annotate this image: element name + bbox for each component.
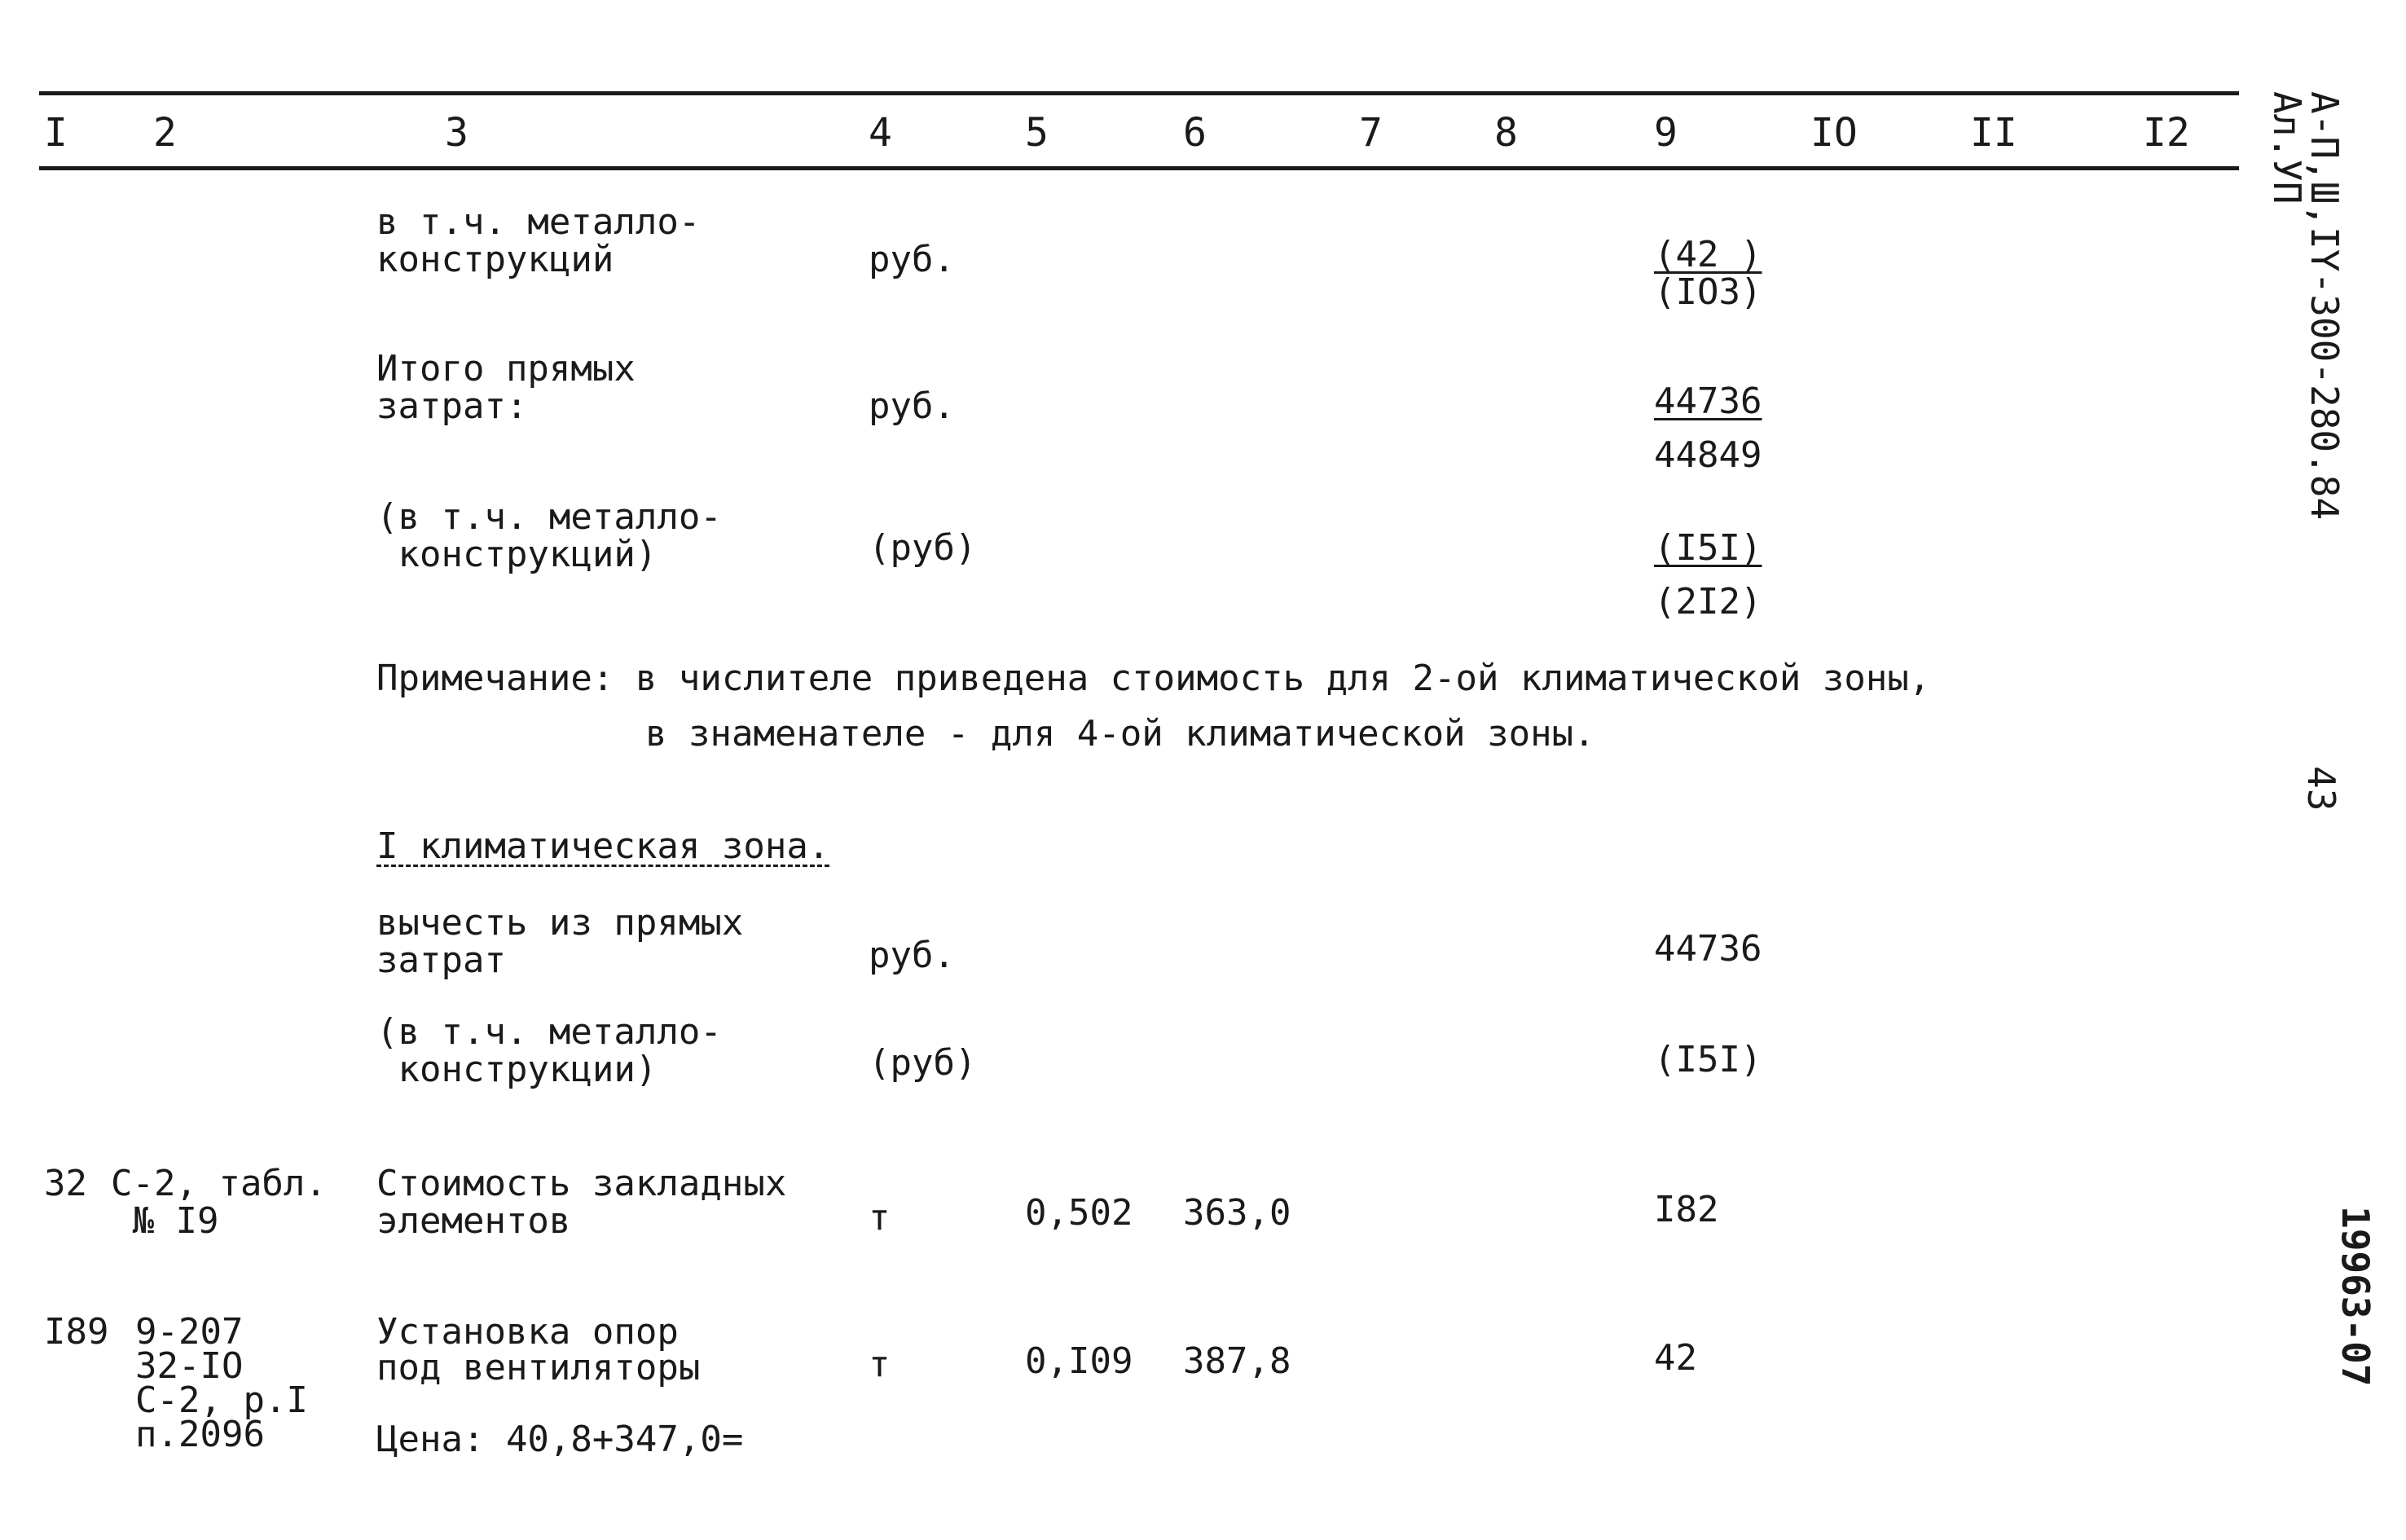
row-32-ref-line1: С-2, табл.: [111, 1163, 327, 1204]
row-189-ref-line4: п.2096: [135, 1414, 265, 1455]
direct-total-desc-line1: Итого прямых: [376, 348, 636, 389]
row-189-ref-line2: 32-IO: [135, 1345, 244, 1387]
row-32-unit: т: [869, 1197, 891, 1239]
row-189-price-note: Цена: 40,8+347,0=: [376, 1419, 744, 1460]
row-32-price: 363,0: [1183, 1192, 1291, 1234]
subtract-desc-line2: затрат: [376, 939, 506, 981]
direct-total-value-top: 44736: [1654, 381, 1762, 422]
col-header-2: 2: [153, 110, 177, 156]
metal-2-value-top: (I5I): [1654, 527, 1762, 569]
col-header-5: 5: [1025, 110, 1049, 156]
metal-1-desc-line2: конструкций: [376, 239, 614, 280]
metal-2-unit: (руб): [869, 527, 977, 569]
note-line1: Примечание: в числителе приведена стоимость для 2-ой климатической зоны,: [376, 658, 1931, 699]
col-header-11: II: [1970, 110, 2017, 156]
col-header-3: 3: [445, 110, 468, 156]
doc-code-line1: А-П,Ш,IY-300-280.84: [2303, 91, 2347, 521]
row-189-ref-line3: С-2, р.I: [135, 1379, 308, 1421]
row-189-qty: 0,I09: [1025, 1340, 1133, 1382]
page-number: 43: [2299, 766, 2343, 812]
metal-1-value-top: (42 ): [1654, 234, 1762, 275]
direct-total-value-bottom: 44849: [1654, 434, 1762, 476]
row-32-total: I82: [1654, 1189, 1719, 1230]
note-line2: в знаменателе - для 4-ой климатической зоны.: [645, 713, 1595, 755]
row-189-total: 42: [1654, 1337, 1697, 1379]
doc-code-line2: Ал.УП: [2265, 91, 2309, 205]
row-189-desc-line1: Установка опор: [376, 1311, 679, 1353]
col-header-7: 7: [1359, 110, 1383, 156]
metal-2-desc-line2: конструкций): [376, 534, 658, 575]
row-32-qty: 0,502: [1025, 1192, 1133, 1234]
metal-1-desc-line1: в т.ч. металло-: [376, 201, 701, 243]
inventory-number: 19963-07: [2333, 1206, 2377, 1387]
row-189-num: I89: [44, 1311, 109, 1353]
row-189-desc-line2: под вентиляторы: [376, 1347, 701, 1388]
col-header-8: 8: [1494, 110, 1518, 156]
direct-total-desc-line2: затрат:: [376, 385, 528, 427]
col-header-6: 6: [1183, 110, 1207, 156]
metal-2-value-bottom: (2I2): [1654, 581, 1762, 623]
row-32-desc-line2: элементов: [376, 1200, 571, 1242]
row-189-ref-line1: 9-207: [135, 1311, 244, 1353]
col-header-9: 9: [1654, 110, 1678, 156]
header-bottom-rule: [39, 166, 2239, 170]
zone-heading: I климатическая зона.: [376, 825, 830, 867]
col-header-10: IO: [1810, 110, 1858, 156]
subtract-value: 44736: [1654, 928, 1762, 970]
row-32-ref-line2: № I9: [111, 1200, 219, 1242]
row-189-unit: т: [869, 1344, 891, 1385]
metal-2-desc-line1: (в т.ч. металло-: [376, 496, 722, 538]
row-189-price: 387,8: [1183, 1340, 1291, 1382]
direct-total-unit: руб.: [869, 385, 955, 427]
metal-3-desc-line1: (в т.ч. металло-: [376, 1011, 722, 1053]
metal-3-value: (I5I): [1654, 1039, 1762, 1080]
metal-3-desc-line2: конструкции): [376, 1049, 658, 1090]
metal-3-unit: (руб): [869, 1042, 977, 1084]
metal-1-unit: руб.: [869, 239, 955, 280]
col-header-12: I2: [2143, 110, 2190, 156]
subtract-unit: руб.: [869, 935, 955, 976]
header-top-rule: [39, 91, 2239, 95]
col-header-1: I: [44, 110, 68, 156]
row-32-num: 32: [44, 1163, 87, 1204]
metal-1-value-bottom: (IO3): [1654, 271, 1762, 313]
subtract-desc-line1: вычесть из прямых: [376, 902, 744, 944]
row-32-desc-line1: Стоимость закладных: [376, 1163, 787, 1204]
col-header-4: 4: [869, 110, 892, 156]
